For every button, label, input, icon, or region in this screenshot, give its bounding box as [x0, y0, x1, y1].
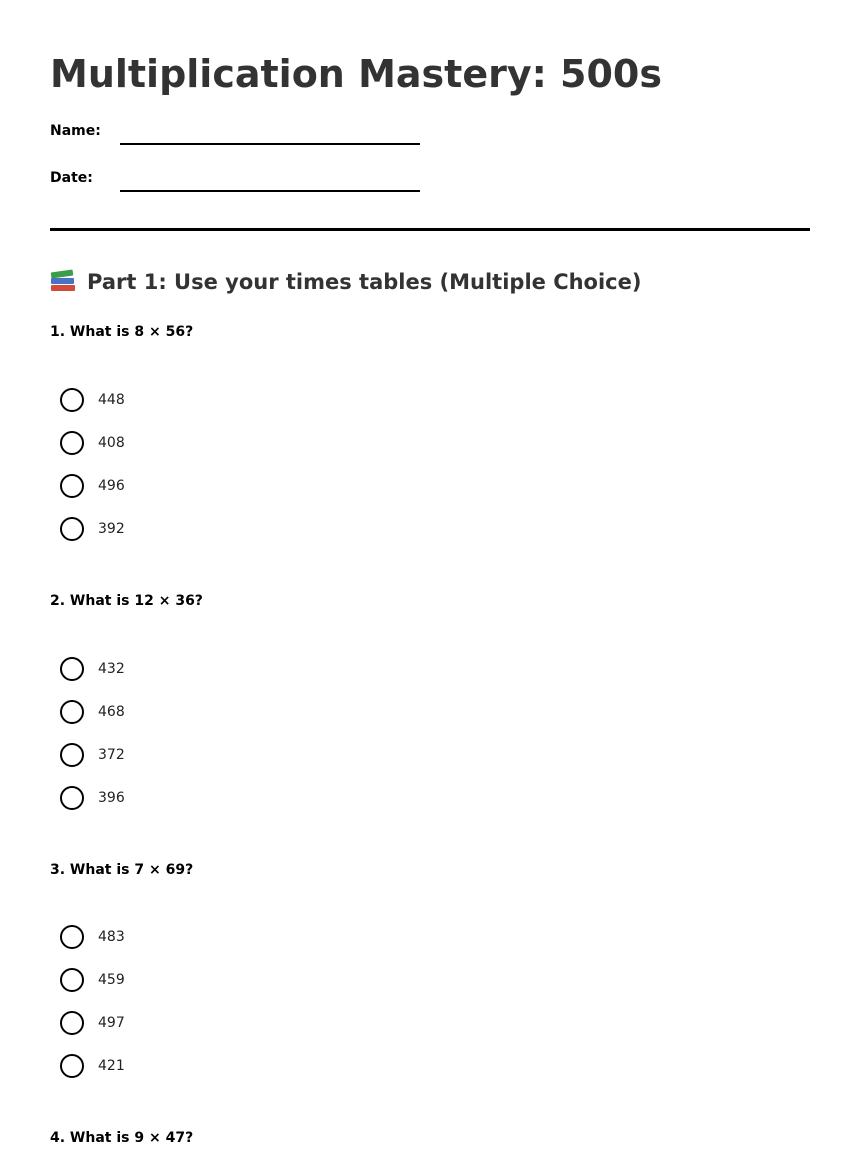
- answer-option[interactable]: [60, 785, 125, 811]
- radio-button[interactable]: [60, 657, 84, 681]
- radio-button[interactable]: [60, 1054, 84, 1078]
- option-label: 408: [98, 435, 125, 451]
- section-heading-text: Part 1: Use your times tables (Multiple Choice): [87, 270, 642, 294]
- question-text: 4. What is 9 × 47?: [50, 1130, 194, 1146]
- answer-option[interactable]: [60, 473, 125, 499]
- option-label: 459: [98, 972, 125, 988]
- answer-option[interactable]: [60, 1053, 125, 1079]
- name-field[interactable]: [120, 143, 420, 145]
- option-label: 496: [98, 478, 125, 494]
- question-text: 1. What is 8 × 56?: [50, 324, 194, 340]
- option-label: 421: [98, 1058, 125, 1074]
- books-icon: [50, 269, 76, 295]
- option-label: 396: [98, 790, 125, 806]
- answer-option[interactable]: [60, 656, 125, 682]
- answer-option[interactable]: [60, 924, 125, 950]
- answer-option[interactable]: [60, 1010, 125, 1036]
- answer-option[interactable]: [60, 430, 125, 456]
- radio-button[interactable]: [60, 517, 84, 541]
- option-label: 372: [98, 747, 125, 763]
- page-title: Multiplication Mastery: 500s: [50, 52, 662, 96]
- answer-option[interactable]: [60, 742, 125, 768]
- option-label: 392: [98, 521, 125, 537]
- answer-option[interactable]: [60, 699, 125, 725]
- option-label: 483: [98, 929, 125, 945]
- radio-button[interactable]: [60, 1011, 84, 1035]
- radio-button[interactable]: [60, 925, 84, 949]
- date-label: Date:: [50, 170, 93, 186]
- radio-button[interactable]: [60, 388, 84, 412]
- radio-button[interactable]: [60, 968, 84, 992]
- option-label: 468: [98, 704, 125, 720]
- question-text: 3. What is 7 × 69?: [50, 862, 194, 878]
- name-label: Name:: [50, 123, 101, 139]
- radio-button[interactable]: [60, 786, 84, 810]
- option-label: 448: [98, 392, 125, 408]
- answer-option[interactable]: [60, 967, 125, 993]
- header-divider: [50, 228, 810, 231]
- radio-button[interactable]: [60, 743, 84, 767]
- date-field[interactable]: [120, 190, 420, 192]
- option-label: 432: [98, 661, 125, 677]
- section-heading: [50, 268, 641, 296]
- radio-button[interactable]: [60, 431, 84, 455]
- question-text: 2. What is 12 × 36?: [50, 593, 203, 609]
- answer-option[interactable]: [60, 516, 125, 542]
- answer-option[interactable]: [60, 387, 125, 413]
- radio-button[interactable]: [60, 700, 84, 724]
- option-label: 497: [98, 1015, 125, 1031]
- radio-button[interactable]: [60, 474, 84, 498]
